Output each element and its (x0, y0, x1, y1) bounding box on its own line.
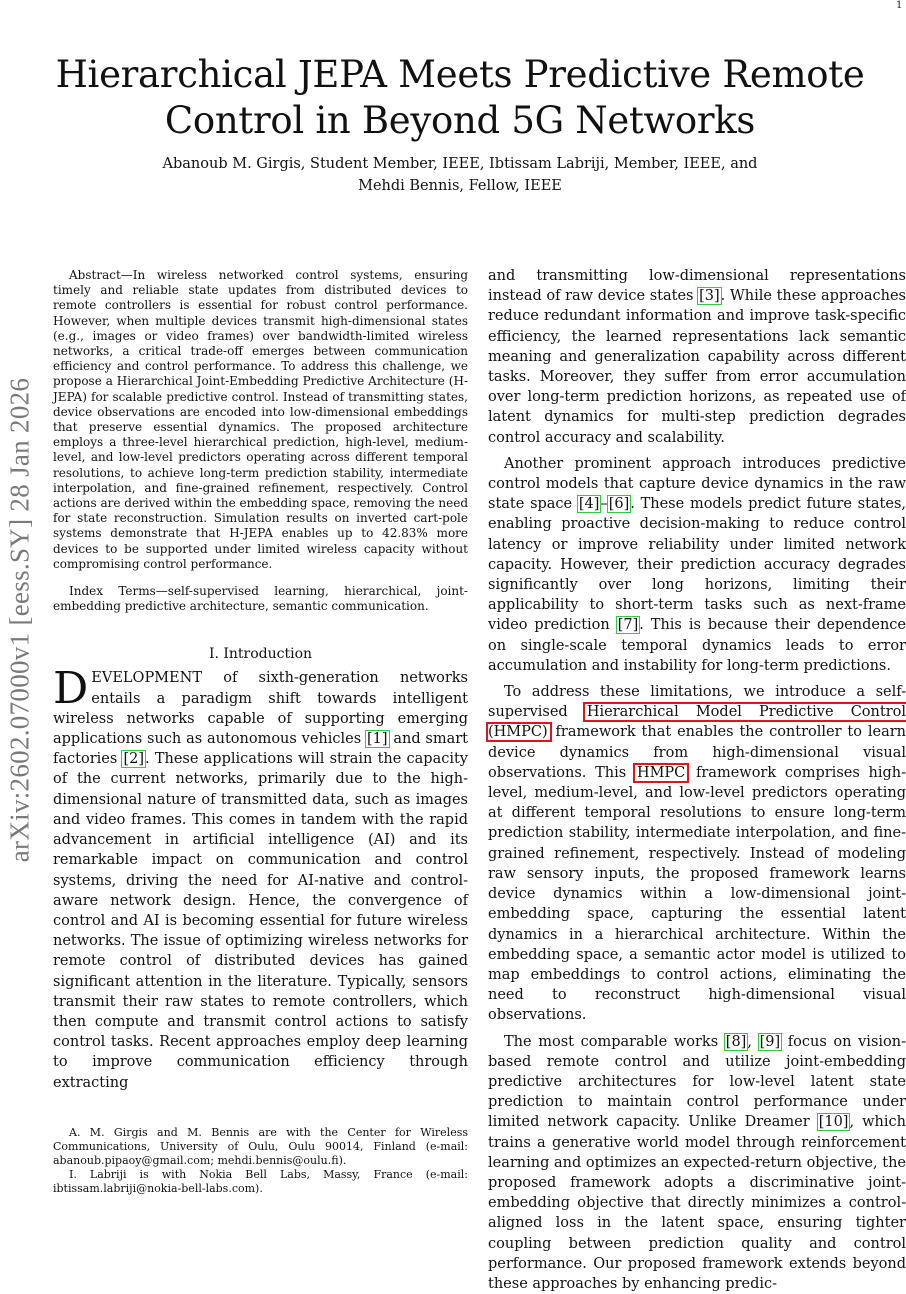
text-run: and transmitting low-dimensional representations instead of raw device states (488, 268, 906, 305)
left-column (53, 268, 468, 1093)
citation-link[interactable]: [1] (366, 731, 388, 748)
authors-line-1: Abanoub M. Girgis, Student Member, IEEE, Ibtissam Labriji, Member, IEEE, and (162, 156, 758, 172)
text-run: The most comparable works (504, 1033, 725, 1050)
text-run: To address these limitations, we introduce a self-supervised (488, 684, 906, 721)
highlighted-term-link[interactable]: Hierarchical Model Predictive Control (HMPC) (488, 704, 906, 741)
author-list (40, 153, 880, 197)
text-run: Another prominent approach introduces predictive control models that capture device dynamics in the raw state space (488, 455, 906, 513)
citation-link[interactable]: [9] (759, 1033, 781, 1050)
right-column (488, 266, 906, 1292)
text-run: framework that enables the controller to learn device dynamics from high-dimensional visual observations. This (488, 724, 906, 781)
introduction-paragraph (53, 663, 469, 1092)
highlighted-acronym-link[interactable]: HMPC (636, 764, 686, 781)
drop-cap: D (53, 663, 89, 715)
text-run: framework comprises high-level, medium-level, and low-level predictors operating at different temporal resolutions to ensure long-term prediction stability, intermediate interpolation, and fine-grained refinement, respectively. Instead of modeling raw sensory inputs, the proposed framework learns device dynamics within a low-dimensional joint-embedding space, capturing the essential latent dynamics in a hierarchical architecture. Within the embedding space, a semantic actor model is utilized to map embeddings to control actions, eliminating the need to reconstruct high-dimensional visual observations. (488, 764, 906, 1024)
body-paragraph (488, 454, 906, 676)
intro-text-3: . These applications will strain the capacity of the current networks, primarily due to the high-dimensional nature of transmitted data, such as images and video frames. This comes in tandem with the rapid advancement in artificial intelligence (AI) and its remarkable impact on communication and control systems, driving the need for AI-native and control-aware network design. Hence, the convergence of control and AI is becoming essential for future wireless networks. The issue of optimizing wireless networks for remote control of distributed devices has gained significant attention in the literature. Typically, sensors transmit their raw states to remote controllers, which then compute and transmit control actions to satisfy control tasks. Recent approaches employ deep learning to improve communication efficiency through extracting (53, 751, 469, 1091)
arxiv-side-stamp (0, 320, 40, 920)
citation-link[interactable]: [3] (699, 288, 720, 305)
citation-link[interactable]: [2] (123, 751, 145, 768)
abstract: Abstract—In wireless networked control systems, ensuring timely and reliable state updates from distributed devices to remote controllers is essential for robust control performance. However, when multiple devices transmit high-dimensional states (e.g., images or video frames) over bandwidth-limited wireless networks, a critical trade-off emerges between communication efficiency and control performance. To address this challenge, we propose a Hierarchical Joint-Embedding Predictive Architecture (H-JEPA) for scalable predictive control. Instead of transmitting states, device observations are encoded into low-dimensional embeddings that preserve essential dynamics. The proposed architecture employs a three-level hierarchical prediction, high-level, medium-level, and low-level predictors operating across different temporal resolutions, to achieve long-term prediction stability, intermediate interpolation, and fine-grained refinement, respectively. Control actions are derived within the embedding space, removing the need for state reconstruction. Simulation results on inverted cart-pole systems demonstrate that H-JEPA enables up to 42.83% more devices to be supported under limited wireless capacity without compromising control performance. (53, 268, 469, 571)
text-run: . These models predict future states, enabling proactive decision-making to reduce control latency or improve reliability under limited network capacity. However, their prediction accuracy degrades significantly over long horizons, limiting their applicability to short-term tasks such as next-frame video prediction (488, 496, 906, 634)
text-run: . While these approaches reduce redundant information and improve task-specific efficiency, the learned representations lack semantic meaning and generalization capability across different tasks. Moreover, they suffer from error accumulation over long-term prediction horizons, as repeated use of latent dynamics for multi-step prediction degrades control accuracy and scalability. (488, 288, 906, 446)
page-number: 1 (896, 0, 903, 11)
citation-link[interactable]: [6] (608, 496, 630, 513)
arxiv-identifier: arXiv:2602.07000v1 [eess.SY] 28 Jan 2026 (4, 377, 35, 863)
index-terms: Index Terms—self-supervised learning, hierarchical, joint-embedding predictive architecture, semantic communication. (53, 584, 468, 614)
intro-text-2: and smart factories (53, 731, 469, 768)
authors-line-2: Mehdi Bennis, Fellow, IEEE (358, 178, 562, 194)
intro-text-1: of sixth-generation networks entails a paradigm shift towards intelligent wireless networks capable of supporting emerging applications such as autonomous vehicles (53, 670, 468, 748)
citation-link[interactable]: [7] (617, 617, 639, 634)
body-paragraph (488, 682, 906, 1025)
paper-title: Hierarchical JEPA Meets Predictive Remote Control in Beyond 5G Networks (55, 53, 865, 142)
first-word: EVELOPMENT (91, 670, 202, 687)
citation-link[interactable]: [8] (725, 1033, 747, 1050)
text-run: – (600, 496, 608, 513)
author-affiliation-footnote (53, 1126, 468, 1196)
footnote-2: I. Labriji is with Nokia Bell Labs, Massy, France (e-mail: ibtissam.labriji@nokia-bell-labs.com). (53, 1168, 468, 1195)
text-run: , which trains a generative world model through reinforcement learning and optimizes an expected-return objective, the proposed framework adopts a discriminative joint-embedding objective that directly minimizes a control-aligned loss in the latent space, ensuring tighter coupling between prediction quality and control performance. Our proposed framework extends beyond these approaches by enhancing predic- (488, 1114, 906, 1292)
text-run: , (747, 1033, 759, 1050)
citation-link[interactable]: [10] (818, 1114, 849, 1131)
footnote-1: A. M. Girgis and M. Bennis are with the Center for Wireless Communications, University of Oulu, Oulu 90014, Finland (e-mail: abanoub.pipaoy@gmail.com; mehdi.bennis@oulu.fi). (53, 1126, 468, 1167)
citation-link[interactable]: [4] (578, 496, 600, 513)
body-paragraph (488, 266, 906, 448)
text-run: focus on vision-based remote control and utilize joint-embedding predictive architectures for low-level latent state prediction to maintain control performance under limited network capacity. Unlike Dreamer (488, 1033, 906, 1131)
text-run: . This is because their dependence on single-scale temporal dynamics leads to error accumulation and instability for long-term predictions. (488, 617, 906, 674)
body-paragraph (488, 1032, 906, 1294)
section-heading-introduction: I. Introduction (208, 646, 313, 663)
